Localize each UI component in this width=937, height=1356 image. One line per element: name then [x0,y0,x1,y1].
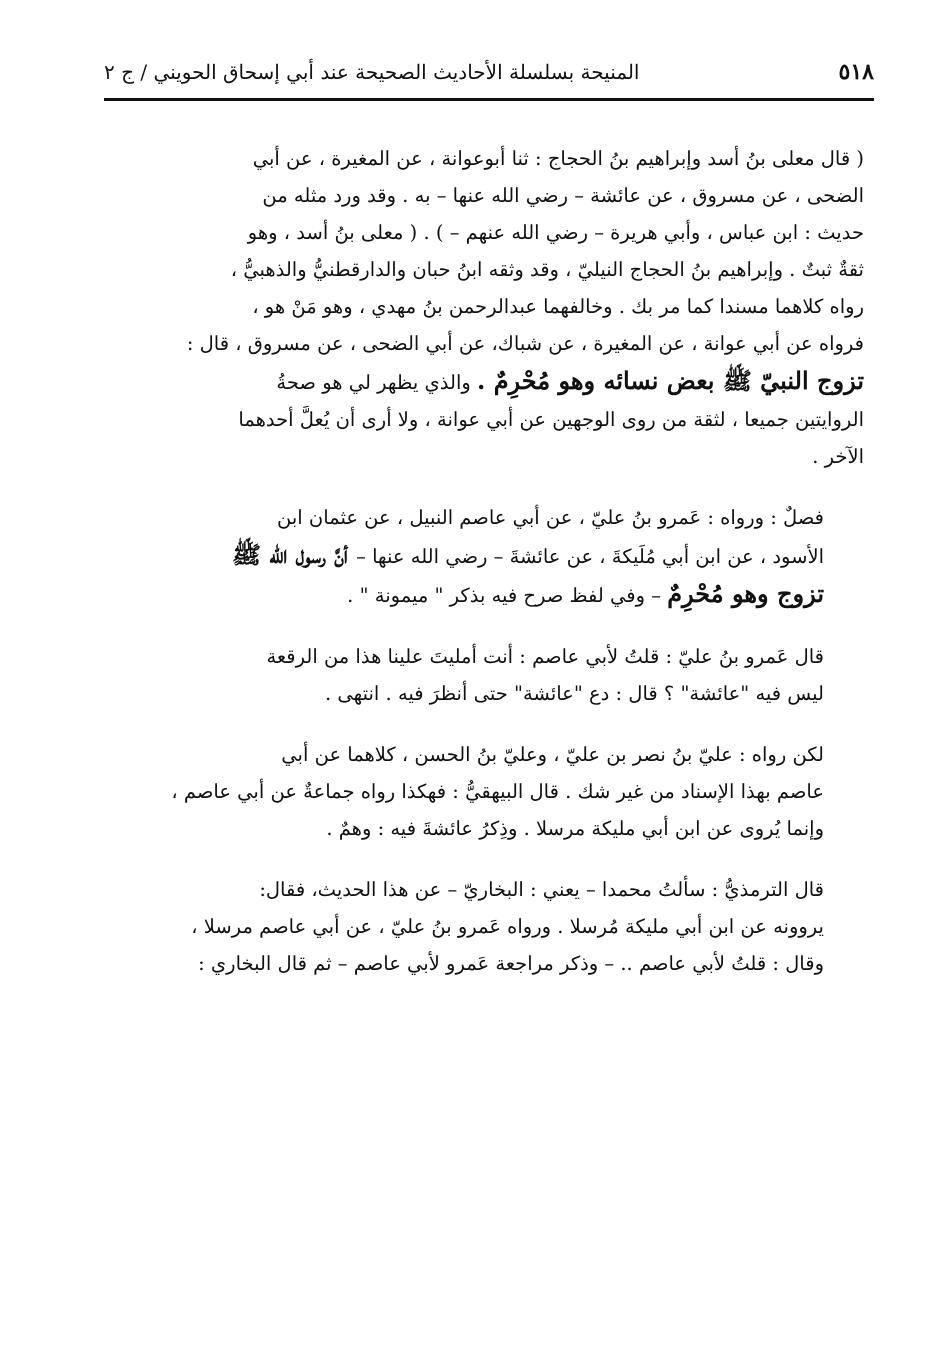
text-line: عاصم بهذا الإسناد من غير شك . قال البيهقيُّ : فهكذا رواه جماعةٌ عن أبي عاصم ، [171,780,824,803]
text-line: رواه كلاهما مسندا كما مر بك . وخالفهما عبدالرحمن بنُ مهدي ، وهو مَنْ هو ، [252,295,864,318]
hadith-text: أنَّ رسول الله ﷺ [231,540,357,569]
paragraph-3 [104,638,864,712]
running-header [104,50,874,94]
text-span: الأسود ، عن ابن أبي مُلَيكةَ ، عن عائشةَ – رضي الله عنها – [356,545,824,568]
hadith-text: تزوج وهو مُحْرِمٌ [667,579,824,608]
text-line: قال الترمذيُّ : سألتُ محمدا – يعني : البخاريّ – عن هذا الحديث، فقال: [259,878,824,901]
paragraph-5 [104,871,864,982]
paragraph-4 [104,736,864,847]
header-rule [104,98,874,101]
text-line: ثقةٌ ثبتٌ . وإبراهيم بنُ الحجاج النيليّ ، وقد وثقه ابنُ حبان والدارقطنيُّ والذهبيُّ ، [230,258,864,281]
text-line: حديث : ابن عباس ، وأبي هريرة – رضي الله عنهم – ) . ( معلى بنُ أسد ، وهو [247,221,864,244]
text-line: يروونه عن ابن أبي مليكة مُرسلا . ورواه عَمرو بنُ عليّ ، عن أبي عاصم مرسلا ، [191,915,824,938]
text-line: الروايتين جميعا ، لثقة من روى الوجهين عن أبي عوانة ، ولا أرى أن يُعلَّ أحدهما [238,408,864,431]
text-line: فصلٌ : ورواه : عَمرو بنُ عليّ ، عن أبي عاصم النبيل ، عن عثمان ابن [277,506,824,529]
text-line: الآخر . [812,445,864,468]
text-line: فرواه عن أبي عوانة ، عن المغيرة ، عن شباك، عن أبي الضحى ، عن مسروق ، قال : [186,332,864,355]
hadith-text: تزوج النبيّ ﷺ بعض نسائه وهو مُحْرِمٌ . [476,366,864,395]
text-line: لكن رواه : عليّ بنُ نصر بن عليّ ، وعليّ بنُ الحسن ، كلاهما عن أبي [281,743,824,766]
text-line: وقال : قلتُ لأبي عاصم .. – وذكر مراجعة عَمرو لأبي عاصم – ثم قال البخاري : [198,952,824,975]
text-line [104,575,824,614]
text-line: قال عَمرو بنُ عليّ : قلتُ لأبي عاصم : أنت أمليتَ علينا هذا من الرقعة [266,645,824,668]
text-line [104,536,824,575]
text-line: ( قال معلى بنُ أسد وإبراهيم بنُ الحجاج : ثنا أبوعوانة ، عن المغيرة ، عن أبي [252,147,864,170]
text-line: وإنما يُروى عن ابن أبي مليكة مرسلا . وذِكرُ عائشةَ فيه : وهمٌ . [326,817,824,840]
text-line: الضحى ، عن مسروق ، عن عائشة – رضي الله عنها – به . وقد ورد مثله من [262,184,864,207]
text-line [104,362,864,401]
running-title: المنيحة بسلسلة الأحاديث الصحيحة عند أبي إسحاق الحويني / ج ٢ [104,60,640,84]
text-span: – وفي لفظ صرح فيه بذكر " ميمونة " . [347,584,668,607]
paragraph-1 [104,140,864,475]
text-line: ليس فيه "عائشة" ؟ قال : دع "عائشة" حتى أنظرَ فيه . انتهى . [324,682,824,705]
page-number: ٥١٨ [838,59,874,85]
body-text [104,140,864,982]
text-span: والذي يظهر لي هو صحةُ [276,371,477,394]
paragraph-2 [104,499,864,614]
